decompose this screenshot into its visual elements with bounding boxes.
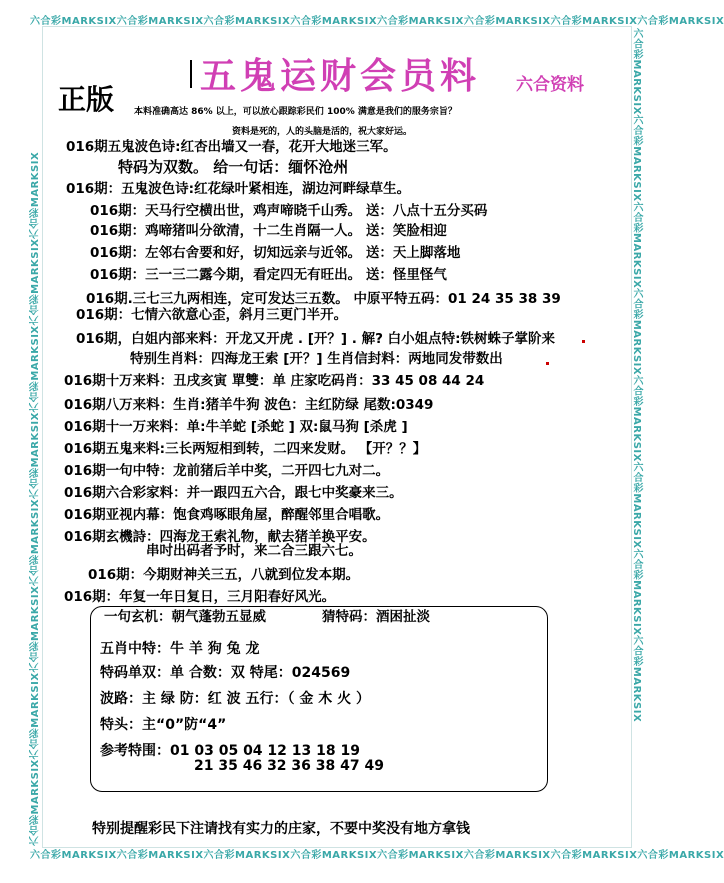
line-xuanji-1: 016期玄機詩：四海龙王索礼物，献去猪羊换平安。: [64, 529, 376, 545]
box-cai-tema: 猜特码：酒困扯淡: [322, 609, 430, 625]
line-caishen: 016期：今期财神关三五，八就到位发本期。: [88, 567, 360, 583]
box-danshuang: 特码单双：单 合数：双 特尾：024569: [100, 665, 351, 681]
line-100k: 016期十万来料：丑戌亥寅 單雙：单 庄家吃码肖：33 45 08 44 24: [64, 373, 485, 389]
title-bar-mark: [190, 60, 192, 88]
line-nianfu: 016期：年复一年日复日，三月阳春好风光。: [64, 589, 336, 605]
border-strip-left: 六合彩MARKSIX六合彩MARKSIX六合彩MARKSIX六合彩MARKSIX六合彩MARKSIX六合彩MARKSIX六合彩MARKSIX六合彩MARKSIX: [30, 151, 41, 846]
line-tema-double: 特码为双数。 给一句话：缅怀沧州: [118, 158, 349, 176]
border-strip-top: 六合彩MARKSIX六合彩MARKSIX六合彩MARKSIX六合彩MARKSIX六合彩MARKSIX六合彩MARKSIX六合彩MARKSIX六合彩MARKSIX: [30, 16, 724, 27]
red-mark: [546, 362, 549, 365]
line-poem-2: 016期：五鬼波色诗:红花绿叶紧相连，湖边河畔绿草生。: [66, 181, 411, 197]
line-yiju: 016期一句中特：龙前猪后羊中奖，二开四七九对二。: [64, 463, 390, 479]
line-wugui: 016期五鬼来料:三长两短相到转，二四来发财。 【开？？】: [64, 441, 427, 457]
slogan-accuracy: 本料准确高达 86% 以上，可以放心跟踪彩民们 100% 满意是我们的服务宗旨？: [134, 107, 457, 117]
border-strip-right: 六合彩MARKSIX六合彩MARKSIX六合彩MARKSIX六合彩MARKSIX六合彩MARKSIX六合彩MARKSIX六合彩MARKSIX六合彩MARKSIX: [631, 28, 642, 723]
line-pred-2: 016期：鸡啼猪叫分欲清，十二生肖隔一人。 送：笑脸相迎: [90, 223, 447, 239]
line-poem-1: 016期五鬼波色诗:红杏出墙又一春，花开大地迷三军。: [66, 139, 397, 155]
box-xuanji: 一句玄机：朝气蓬勃五显威: [104, 609, 266, 625]
bottom-reminder: 特别提醒彩民下注请找有实力的庄家，不要中奖没有地方拿钱: [92, 821, 470, 837]
box-cankao-1: 参考特围：01 03 05 04 12 13 18 19: [100, 743, 360, 759]
box-cankao-2: 21 35 46 32 36 38 47 49: [194, 758, 384, 774]
line-pingte: 016期.三七三九两相连，定可发达三五数。 中原平特五码：01 24 35 38 39: [86, 291, 561, 307]
box-bolu: 波路：主 绿 防：红 波 五行：（ 金 木 火 ）: [100, 691, 370, 707]
line-baijie: 016期，白姐内部来料：开龙又开虎 . [开？] . 解? 白小姐点特:铁树蛛子掌阶来: [76, 331, 556, 347]
slogan-luck: 资料是死的，人的头脑是活的，祝大家好运。: [232, 127, 413, 137]
line-pred-1: 016期：天马行空横出世，鸡声啼晓千山秀。 送：八点十五分买码: [90, 203, 488, 219]
border-strip-bottom: 六合彩MARKSIX六合彩MARKSIX六合彩MARKSIX六合彩MARKSIX六合彩MARKSIX六合彩MARKSIX六合彩MARKSIX六合彩MARKSIX: [30, 850, 724, 861]
page-title: 五鬼运财会员料: [200, 55, 481, 97]
red-mark: [582, 340, 585, 343]
line-pred-4: 016期：三一三二露今期，看定四无有旺出。 送：怪里怪气: [90, 267, 447, 283]
box-wuxiao: 五肖中特：牛 羊 狗 兔 龙: [100, 641, 260, 657]
line-xuanji-2: 串吋出码者予时，来二合三跟六七。: [146, 543, 362, 559]
line-qiqing: 016期：七情六欲意心歪，斜月三更门半开。: [76, 307, 348, 323]
badge-zhengban: 正版: [58, 83, 115, 116]
line-liuhe-family: 016期六合彩家料：并一跟四五六合，跟七中奖豪来三。: [64, 485, 403, 501]
line-110k: 016期十一万来料：单:牛羊蛇 [杀蛇 ] 双:鼠马狗 [杀虎 ]: [64, 419, 408, 435]
line-yashi: 016期亚视内幕：饱食鸡啄眼角屋，醉醒邻里合唱歌。: [64, 507, 390, 523]
line-80k: 016期八万来料：生肖:猪羊牛狗 波色：主红防绿 尾数:0349: [64, 397, 434, 413]
line-pred-3: 016期：左邻右舍要和好，切知远亲与近邻。 送：天上脚落地: [90, 245, 461, 261]
line-special-zodiac: 特别生肖料：四海龙王索 [开？] 生肖信封料：两地同发带数出: [130, 351, 503, 367]
badge-liuhe: 六合资料: [516, 75, 584, 95]
box-tetou: 特头：主“0”防“4”: [100, 717, 227, 733]
